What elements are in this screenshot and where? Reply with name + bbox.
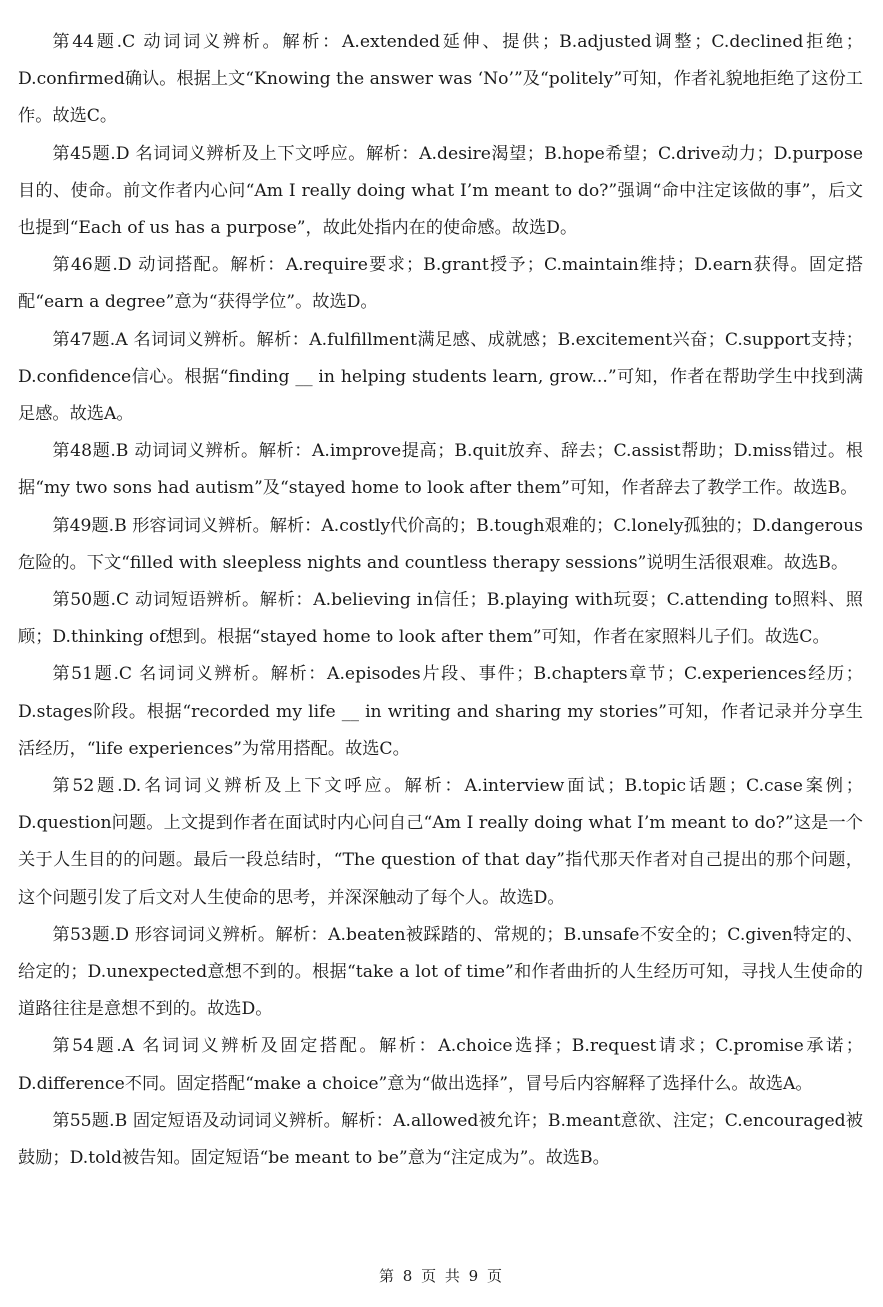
page-number: 第 8 页 共 9 页: [379, 1267, 504, 1285]
explanation-q46: 第46题.D 动词搭配。解析：A.require要求；B.grant授予；C.maintain维持；D.earn获得。固定搭配“earn a degree”意为“获得学位”。故选D。: [18, 255, 863, 313]
explanation-q49: 第49题.B 形容词词义辨析。解析：A.costly代价高的；B.tough艰难的；C.lonely孤独的；D.dangerous危险的。下文“filled with sleepless nights and countless therapy sessions”说明生活很艰难。故选B。: [18, 515, 863, 573]
explanation-q47: 第47题.A 名词词义辨析。解析：A.fulfillment满足感、成就感；B.excitement兴奋；C.support支持；D.confidence信心。根据“finding __ in helping students learn, grow...”可知，作者在帮助学生中找到满足感。故选A。: [18, 329, 863, 425]
explanation-q45: 第45题.D 名词词义辨析及上下文呼应。解析：A.desire渴望；B.hope希望；C.drive动力；D.purpose目的、使命。前文作者内心问“Am I really doing what I’m meant to do?”强调“命中注定该做的事”，后文也提到“Each of us has a purpose”，故此处指内在的使命感。故选D。: [18, 143, 863, 239]
explanation-q51: 第51题.C 名词词义辨析。解析：A.episodes片段、事件；B.chapters章节；C.experiences经历；D.stages阶段。根据“recorded my life __ in writing and sharing my stories”可知，作者记录并分享生活经历，“life experiences”为常用搭配。故选C。: [18, 664, 863, 759]
explanation-q48: 第48题.B 动词词义辨析。解析：A.improve提高；B.quit放弃、辞去；C.assist帮助；D.miss错过。根据“my two sons had autism”及“stayed home to look after them”可知，作者辞去了教学工作。故选B。: [18, 441, 863, 499]
explanation-q44: 第44题.C 动词词义辨析。解析：A.extended延伸、提供；B.adjusted调整；C.declined拒绝；D.confirmed确认。根据上文“Knowing the answer was ‘No’”及“politely”可知，作者礼貌地拒绝了这份工作。故选C。: [18, 32, 863, 127]
answer-explanations: [18, 24, 863, 1177]
explanation-q52: 第52题.D.名词词义辨析及上下文呼应。解析：A.interview面试；B.topic话题；C.case案例；D.question问题。上文提到作者在面试时内心问自己“Am I really doing what I’m meant to do?”这是一个关于人生目的的问题。最后一段总结时，“The question of that day”指代那天作者对自己提出的那个问题，这个问题引发了后文对人生使命的思考，并深深触动了每个人。故选D。: [18, 776, 863, 908]
explanation-q55: 第55题.B 固定短语及动词词义辨析。解析：A.allowed被允许；B.meant意欲、注定；C.encouraged被鼓励；D.told被告知。固定短语“be meant to be”意为“注定成为”。故选B。: [18, 1110, 863, 1169]
explanation-q53: 第53题.D 形容词词义辨析。解析：A.beaten被踩踏的、常规的；B.unsafe不安全的；C.given特定的、给定的；D.unexpected意想不到的。根据“take a lot of time”和作者曲折的人生经历可知，寻找人生使命的道路往往是意想不到的。故选D。: [18, 924, 863, 1020]
explanation-q50: 第50题.C 动词短语辨析。解析：A.believing in信任；B.playing with玩耍；C.attending to照料、照顾；D.thinking of想到。根据“stayed home to look after them”可知，作者在家照料儿子们。故选C。: [18, 590, 863, 648]
explanation-q54: 第54题.A 名词词义辨析及固定搭配。解析：A.choice选择；B.request请求；C.promise承诺；D.difference不同。固定搭配“make a choice”意为“做出选择”，冒号后内容解释了选择什么。故选A。: [18, 1036, 863, 1094]
